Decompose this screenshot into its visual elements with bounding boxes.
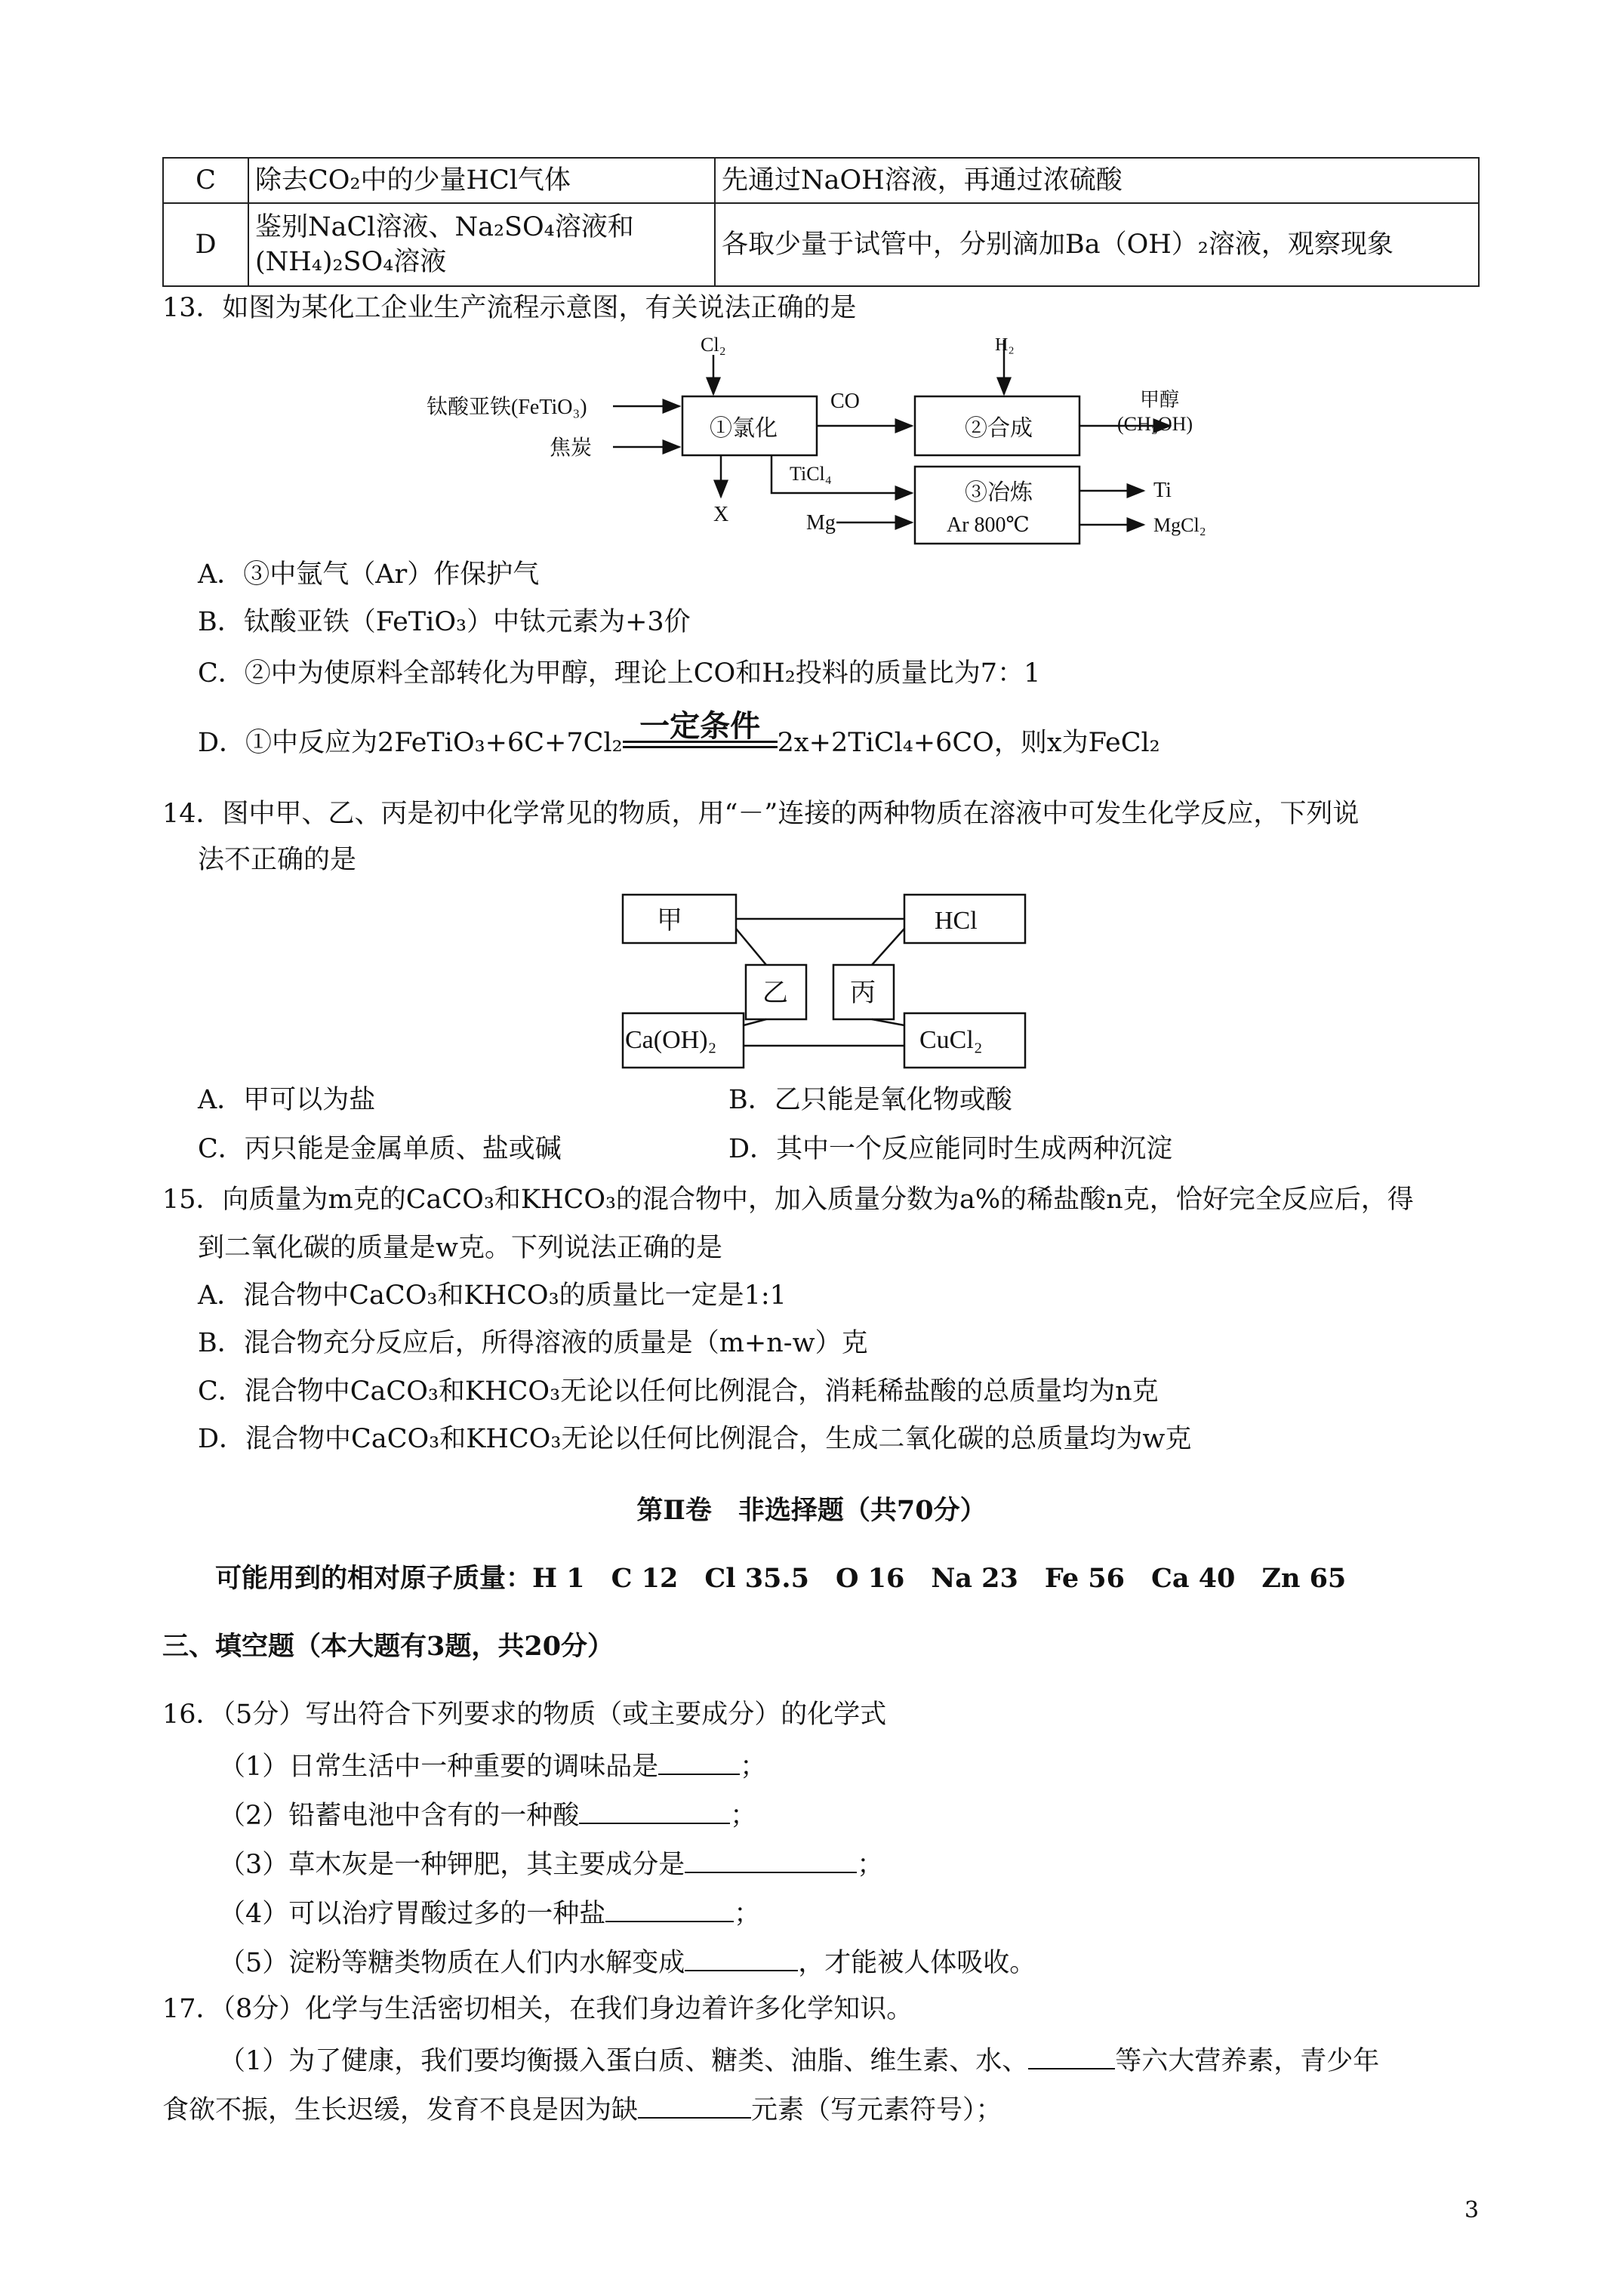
label-co: CO xyxy=(830,390,860,413)
d-after: 2x+2TiCl₄+6CO，则x为FeCl₂ xyxy=(777,728,1160,758)
q17-line1 xyxy=(219,2041,1379,2079)
item-end: ，才能被人体吸收。 xyxy=(798,1948,1036,1978)
label-mg: Mg xyxy=(806,511,836,535)
row-method: 先通过NaOH溶液，再通过浓硫酸 xyxy=(715,158,1479,203)
line-text: 食欲不振，生长迟缓，发育不良是因为缺 xyxy=(162,2095,639,2125)
item-text: （2）铅蓄电池中含有的一种酸 xyxy=(219,1801,580,1831)
atomic-masses: 可能用到的相对原子质量：H 1 C 12 Cl 35.5 O 16 Na 23 Fe 56 Ca 40 Zn 65 xyxy=(215,1563,1347,1594)
item-text: （3）草木灰是一种钾肥，其主要成分是 xyxy=(219,1850,685,1880)
q14-option-c: C．丙只能是金属单质、盐或碱 xyxy=(198,1134,562,1164)
label-h2: H₂ xyxy=(995,335,1015,355)
q15-option-a: A．混合物中CaCO₃和KHCO₃的质量比一定是1:1 xyxy=(198,1281,787,1311)
q14-reaction-diagram xyxy=(611,883,1034,1072)
label-box3b: Ar 800℃ xyxy=(947,513,1030,537)
answer-blank[interactable] xyxy=(605,1894,734,1922)
label-x: X xyxy=(713,503,729,526)
label-box1: ①氯化 xyxy=(710,416,778,441)
q14-option-a: A．甲可以为盐 xyxy=(198,1085,376,1115)
q14-stem-line2: 法不正确的是 xyxy=(198,845,357,875)
q16-item-1 xyxy=(219,1746,766,1784)
answer-blank[interactable] xyxy=(638,2090,751,2119)
label-ticl4: TiCl₄ xyxy=(790,463,832,485)
label-mgcl2: MgCl₂ xyxy=(1153,514,1206,536)
input-feti: 钛酸亚铁(FeTiO₃) xyxy=(427,396,587,419)
line-text: （1）为了健康，我们要均衡摄入蛋白质、糖类、油脂、维生素、水、 xyxy=(219,2046,1029,2076)
item-text: （1）日常生活中一种重要的调味品是 xyxy=(219,1752,659,1782)
item-end: ； xyxy=(740,1752,767,1782)
node-yi: 乙 xyxy=(762,979,788,1007)
q15-option-c: C．混合物中CaCO₃和KHCO₃无论以任何比例混合，消耗稀盐酸的总质量均为n克 xyxy=(198,1376,1159,1407)
answer-blank[interactable] xyxy=(685,1845,857,1873)
q16-item-5 xyxy=(219,1943,1036,1980)
section3-heading: 三、填空题（本大题有3题，共20分） xyxy=(162,1631,614,1662)
q15-option-d: D．混合物中CaCO₃和KHCO₃无论以任何比例混合，生成二氧化碳的总质量均为w克 xyxy=(198,1424,1192,1454)
q13-option-c: C．②中为使原料全部转化为甲醇，理论上CO和H₂投料的质量比为7：1 xyxy=(198,658,1041,689)
label-methanol-formula: (CH₃OH) xyxy=(1117,413,1193,435)
label-box2: ②合成 xyxy=(965,416,1033,441)
item-text: （5）淀粉等糖类物质在人们内水解变成 xyxy=(219,1948,685,1978)
row-item: 除去CO₂中的少量HCl气体 xyxy=(248,158,715,203)
input-coke: 焦炭 xyxy=(550,436,593,460)
node-cucl2: CuCl₂ xyxy=(919,1026,983,1054)
row-method: 各取少量于试管中，分别滴加Ba（OH）₂溶液，观察现象 xyxy=(715,203,1479,286)
row-key: C xyxy=(163,158,248,203)
q14-stem-line1: 14．图中甲、乙、丙是初中化学常见的物质，用“－”连接的两种物质在溶液中可发生化学反应，下列说 xyxy=(162,799,1360,829)
q15-option-b: B．混合物充分反应后，所得溶液的质量是（m+n-w）克 xyxy=(198,1328,868,1358)
answer-blank[interactable] xyxy=(658,1746,740,1775)
row-key: D xyxy=(163,203,248,286)
q15-stem-line2: 到二氧化碳的质量是w克。下列说法正确的是 xyxy=(198,1233,722,1263)
item-text: （4）可以治疗胃酸过多的一种盐 xyxy=(219,1899,606,1929)
line-text: 等六大营养素，青少年 xyxy=(1115,2046,1380,2076)
node-caoh2: Ca(OH)₂ xyxy=(625,1026,717,1054)
condition-text: 一定条件 xyxy=(639,709,761,744)
q13-option-d xyxy=(198,709,1160,760)
q16-stem: 16．（5分）写出符合下列要求的物质（或主要成分）的化学式 xyxy=(162,1700,887,1730)
q17-line2 xyxy=(162,2090,1002,2128)
q16-item-3 xyxy=(219,1845,883,1882)
label-cl2: Cl₂ xyxy=(701,334,726,356)
table-row xyxy=(163,158,1479,203)
label-box3a: ③冶炼 xyxy=(965,480,1033,505)
q13-option-a: A．③中氩气（Ar）作保护气 xyxy=(198,559,540,590)
row-item: 鉴别NaCl溶液、Na₂SO₄溶液和(NH₄)₂SO₄溶液 xyxy=(248,203,715,286)
node-jia: 甲 xyxy=(657,907,682,935)
answer-blank[interactable] xyxy=(1028,2041,1115,2069)
table-row xyxy=(163,203,1479,286)
q16-item-2 xyxy=(219,1795,756,1833)
answer-options-table xyxy=(162,157,1480,287)
item-end: ； xyxy=(857,1850,884,1880)
q16-item-4 xyxy=(219,1894,760,1931)
label-methanol: 甲醇 xyxy=(1140,389,1180,411)
q13-option-b: B．钛酸亚铁（FeTiO₃）中钛元素为+3价 xyxy=(198,607,691,637)
answer-blank[interactable] xyxy=(685,1943,798,1971)
q14-option-d: D．其中一个反应能同时生成两种沉淀 xyxy=(728,1134,1173,1164)
label-ti: Ti xyxy=(1153,479,1172,502)
q15-stem-line1: 15．向质量为m克的CaCO₃和KHCO₃的混合物中，加入质量分数为a%的稀盐酸n克，恰好完全反应后，得 xyxy=(162,1185,1414,1215)
q13-stem: 13．如图为某化工企业生产流程示意图，有关说法正确的是 xyxy=(162,293,857,323)
line-text: 元素（写元素符号）； xyxy=(751,2095,1002,2125)
reaction-condition xyxy=(623,709,778,760)
part2-title: 第Ⅱ卷 非选择题（共70分） xyxy=(636,1495,987,1526)
item-end: ； xyxy=(734,1899,761,1929)
q13-flow-diagram xyxy=(423,332,1223,559)
page-number: 3 xyxy=(1464,2197,1480,2224)
q14-option-b: B．乙只能是氧化物或酸 xyxy=(728,1085,1012,1115)
node-hcl: HCl xyxy=(935,907,978,935)
node-bing: 丙 xyxy=(850,979,876,1007)
d-before: D．①中反应为2FeTiO₃+6C+7Cl₂ xyxy=(198,728,623,758)
q17-stem: 17．（8分）化学与生活密切相关，在我们身边着许多化学知识。 xyxy=(162,1994,913,2024)
item-end: ； xyxy=(730,1801,757,1831)
answer-blank[interactable] xyxy=(579,1795,730,1824)
